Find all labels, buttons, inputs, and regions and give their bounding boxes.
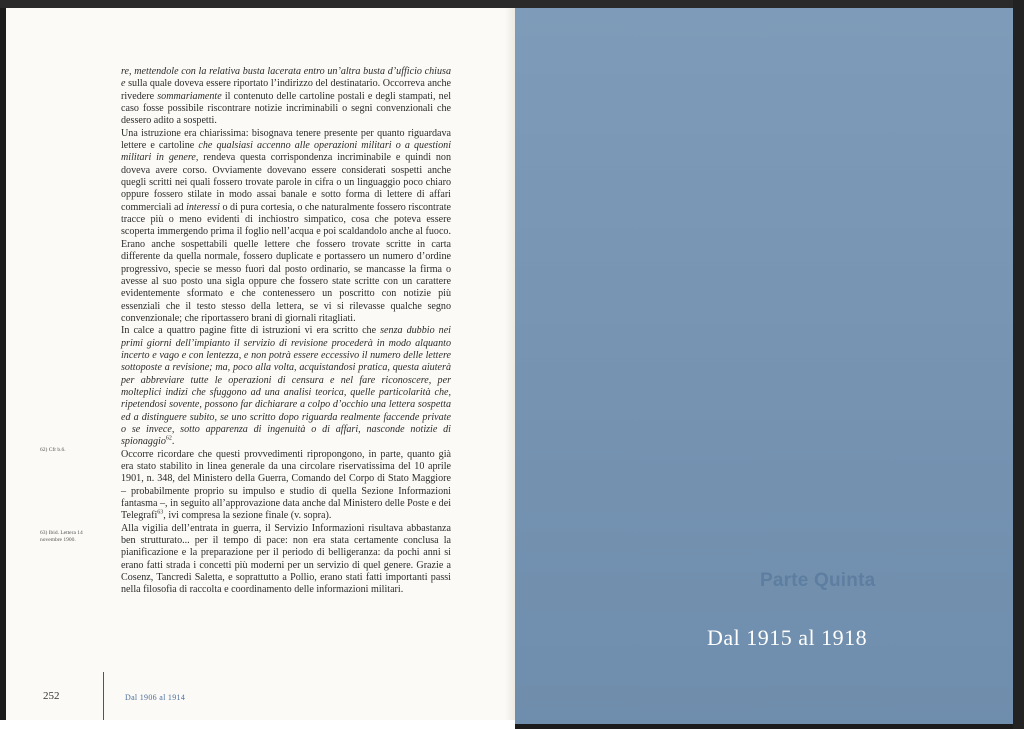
text-run: , ivi compresa la sezione finale (v. sopra). [163, 510, 332, 522]
italic-run: senza dubbio nei primi giorni dell’impianto il servizio di revisione procederà in modo alquanto incerto e vago e con lentezza, e non potrà essere eccessivo il numero delle lettere sottoposte a revisione; ma, poco alla volta, acquistandosi pratica, questa aiuterà per abbreviare tutte le operazioni di censura e nel fare riconoscere, per molteplici indizi che sfuggono ad una analisi teorica, quelle particolarità che, ripetendosi sovente, possono far dichiarare a colpo d’occhio una lettera sospetta ed a distinguere subito, se uno scritto dopo riguarda realmente faccende private o se invece, sotto apparenza di ingenuità o di affari, nasconde notizie di spionaggio [121, 325, 451, 448]
part-label: Parte Quinta [760, 570, 876, 591]
body-paragraph [121, 325, 451, 448]
text-run: o di pura cortesia, o che naturalmente fossero riscontrate tracce più o meno evidenti di inchiostro simpatico, cosa che poteva essere scoperta immergendo prima il foglio nell’acqua e poi scaldandolo anche al fuoco. Erano anche sospettabili quelle lettere che fossero trovate scritte in carta differente da quella normale, fossero duplicate e portassero un numero d’ordine progressivo, specie se messo fuori dal posto ordinario, se mancasse la firma o avesse al suo posto una sigla oppure che fossero state scritte con un carattere evidentemente sformato e che contenessero un poscritto con notizie più essenziali che il testo stesso della lettera, se vi si rilevasse qualche segno convenzionale; che riportassero brani di giornali ritagliati. [121, 201, 451, 324]
text-run: Alla vigilia dell’entrata in guerra, il Servizio Informazioni risultava abbastanza ben strutturato... per il tempo di pace: non era stata certamente conclusa la pianificazione e la preparazione per il periodo di belligeranza: da pochi anni si erano fatti strada i concetti più moderni per un servizio di quel genere. Grazie a Cosenz, Tancredi Saletta, e soprattutto a Pollio, erano stati fatti importanti passi nella filosofia di raccolta e coordinamento delle informazioni militari. [121, 522, 451, 596]
right-page [515, 8, 1015, 724]
footnote-ref: 63 [157, 510, 164, 517]
italic-run: interessi [186, 201, 220, 213]
italic-run: re, mettendole con la relativa busta lacerata entro un’altra busta d’ufficio chiusa e [121, 66, 451, 90]
scan-border-right [1013, 0, 1024, 729]
body-paragraph [121, 66, 451, 128]
page-number: 252 [43, 690, 60, 702]
text-run: sulla quale doveva essere riportato l’indirizzo del destinatario. Occorreva anche rivedere [121, 78, 451, 102]
body-paragraph [121, 449, 451, 523]
text-run: . [171, 436, 175, 448]
italic-run: che qualsiasi accenno alle operazioni militari o a questioni militari in genere, [121, 140, 452, 164]
footnote-63: 63) Ibid. Lettera 14 novembre 1900. [40, 530, 83, 543]
body-paragraph [121, 523, 451, 597]
footer-rule [103, 672, 104, 720]
text-run: In calce a quattro pagine fitte di istruzioni vi era scritto che [121, 325, 381, 337]
text-run: Una istruzione era chiarissima: bisognava tenere presente per quanto riguardava lettere e cartoline [121, 127, 451, 152]
part-title: Dal 1915 al 1918 [707, 625, 868, 650]
body-paragraph [121, 128, 451, 326]
body-text [121, 66, 451, 597]
footnote-ref: 62 [165, 435, 172, 442]
scan-border-top [0, 0, 1024, 8]
text-run: il contenuto delle cartoline postali e degli stampati, nel caso fosse possibile riscontrare notizie incriminabili o segni convenzionali che dessero adito a sospetti. [121, 90, 451, 127]
scan-border-bottom [0, 720, 515, 729]
text-run: rendeva questa corrispondenza incriminabile e quindi non doveva avere corso. Ovviamente dovevano essere considerati sospetti anche quegli scritti nei quali fossero trovate parole in cifra o un linguaggio poco chiaro oppure fossero stilate in modo assai banale e sotto forma di lettere di affari commerciali ad [121, 152, 451, 213]
running-head: Dal 1906 al 1914 [125, 693, 186, 702]
text-run: Occorre ricordare che questi provvedimenti ripropongono, in parte, quanto già era stato stabilito in linea generale da una circolare riservatissima del 10 aprile 1901, n. 348, del Ministero della Guerra, Comando del Corpo di Stato Maggiore – probabilmente proprio su impulso e studio di quella Sezione Informazioni fantasma –, in seguito all’approvazione data anche dal Ministero delle Poste e dei Telegrafi [121, 448, 451, 522]
italic-run: sommariamente [157, 90, 222, 102]
footnote-62: 62) Cfr b.6. [40, 447, 66, 453]
